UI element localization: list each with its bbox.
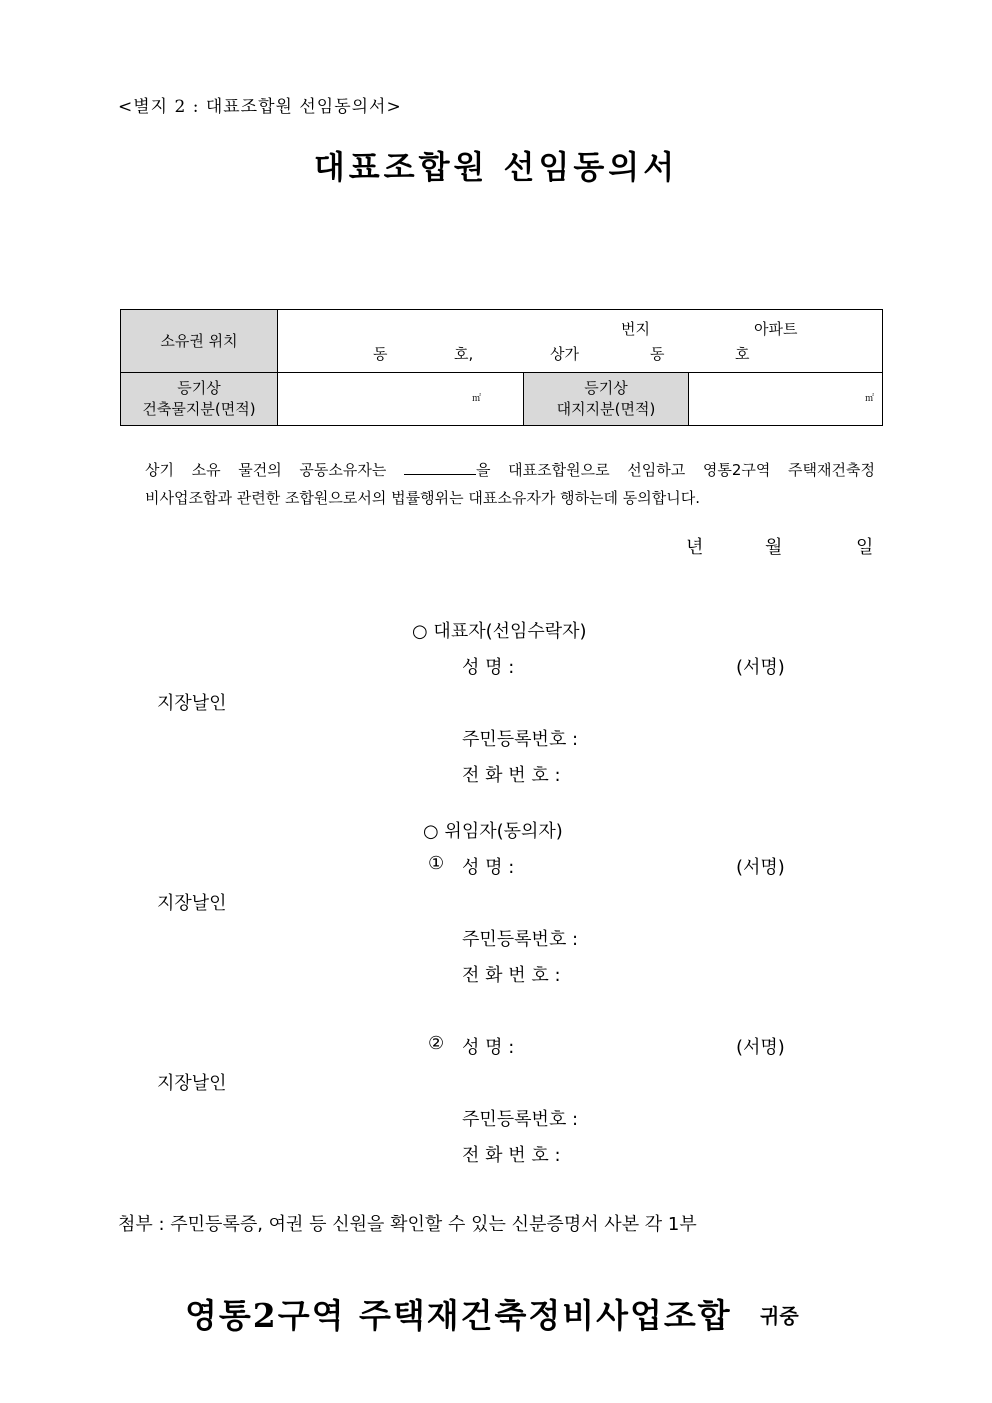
delegator-1-phone-label: 전 화 번 호 : bbox=[462, 965, 561, 986]
delegator-1-name-label: 성 명 : bbox=[462, 857, 515, 878]
land-area-unit: ㎡ bbox=[865, 394, 875, 404]
land-share-label-2: 대지지분(면적) bbox=[556, 400, 656, 418]
building-area-unit: ㎡ bbox=[471, 394, 481, 404]
delegator-2-fingerprint-seal[interactable]: 지장날인 bbox=[157, 1073, 227, 1094]
date-day[interactable]: 일 bbox=[856, 537, 874, 558]
document-title: 대표조합원 선임동의서 bbox=[313, 148, 679, 186]
representative-name-label: 성 명 : bbox=[462, 657, 515, 678]
location-label-cell bbox=[121, 310, 278, 373]
union-name: 영통2구역 주택재건축정비사업조합 bbox=[185, 1296, 732, 1335]
land-share-label-cell bbox=[524, 373, 689, 426]
addressee: 귀중 bbox=[760, 1304, 799, 1328]
building-share-label-2: 건축물지분(면적) bbox=[142, 400, 256, 418]
location-label: 소유권 위치 bbox=[160, 331, 238, 350]
delegator-1-number: ① bbox=[428, 853, 445, 874]
ho-label-2: 호 bbox=[735, 345, 750, 363]
apartment-label: 아파트 bbox=[754, 320, 798, 338]
shop-label: 상가 bbox=[550, 345, 579, 363]
building-share-value-cell[interactable] bbox=[278, 373, 524, 426]
representative-fingerprint-seal[interactable]: 지장날인 bbox=[157, 693, 227, 714]
representative-phone-label: 전 화 번 호 : bbox=[462, 765, 561, 786]
building-share-label-cell bbox=[121, 373, 278, 426]
consent-paragraph bbox=[145, 456, 875, 512]
representative-heading: ○ 대표자(선임수락자) bbox=[412, 621, 587, 642]
land-share-value-cell[interactable] bbox=[689, 373, 883, 426]
delegator-2-rrn-label: 주민등록번호 : bbox=[462, 1109, 579, 1130]
property-table bbox=[120, 309, 883, 426]
ho-label-1: 호, bbox=[454, 345, 474, 363]
delegator-2-phone-label: 전 화 번 호 : bbox=[462, 1145, 561, 1166]
beonji-label: 번지 bbox=[621, 320, 650, 338]
representative-rrn-label: 주민등록번호 : bbox=[462, 729, 579, 750]
building-share-label-1: 등기상 bbox=[177, 379, 221, 397]
location-value-cell[interactable] bbox=[278, 310, 883, 373]
dong-label-2: 동 bbox=[650, 345, 665, 363]
consent-line-1-before: 상기 소유 물건의 공동소유자는 bbox=[145, 461, 387, 479]
consent-line-1 bbox=[145, 456, 875, 484]
delegator-1-rrn-label: 주민등록번호 : bbox=[462, 929, 579, 950]
delegator-1-signature[interactable]: (서명) bbox=[736, 857, 785, 878]
land-share-label-1: 등기상 bbox=[584, 379, 628, 397]
annex-label: <별지 2 : 대표조합원 선임동의서> bbox=[118, 97, 402, 117]
delegator-1-fingerprint-seal[interactable]: 지장날인 bbox=[157, 893, 227, 914]
representative-name-blank[interactable] bbox=[404, 460, 476, 475]
consent-line-2: 비사업조합과 관련한 조합원으로서의 법률행위는 대표소유자가 행하는데 동의합니다. bbox=[145, 489, 701, 507]
date-month[interactable]: 월 bbox=[765, 537, 783, 558]
representative-signature[interactable]: (서명) bbox=[736, 657, 785, 678]
delegator-2-name-label: 성 명 : bbox=[462, 1037, 515, 1058]
delegator-2-signature[interactable]: (서명) bbox=[736, 1037, 785, 1058]
attachment-note: 첨부 : 주민등록증, 여권 등 신원을 확인할 수 있는 신분증명서 사본 각 1부 bbox=[118, 1214, 697, 1235]
delegator-2-number: ② bbox=[428, 1033, 445, 1054]
consent-line-1-after: 을 대표조합원으로 선임하고 영통2구역 주택재건축정 bbox=[476, 461, 875, 479]
dong-label-1: 동 bbox=[373, 345, 388, 363]
date-year[interactable]: 년 bbox=[686, 537, 704, 558]
delegator-heading: ○ 위임자(동의자) bbox=[423, 821, 563, 842]
